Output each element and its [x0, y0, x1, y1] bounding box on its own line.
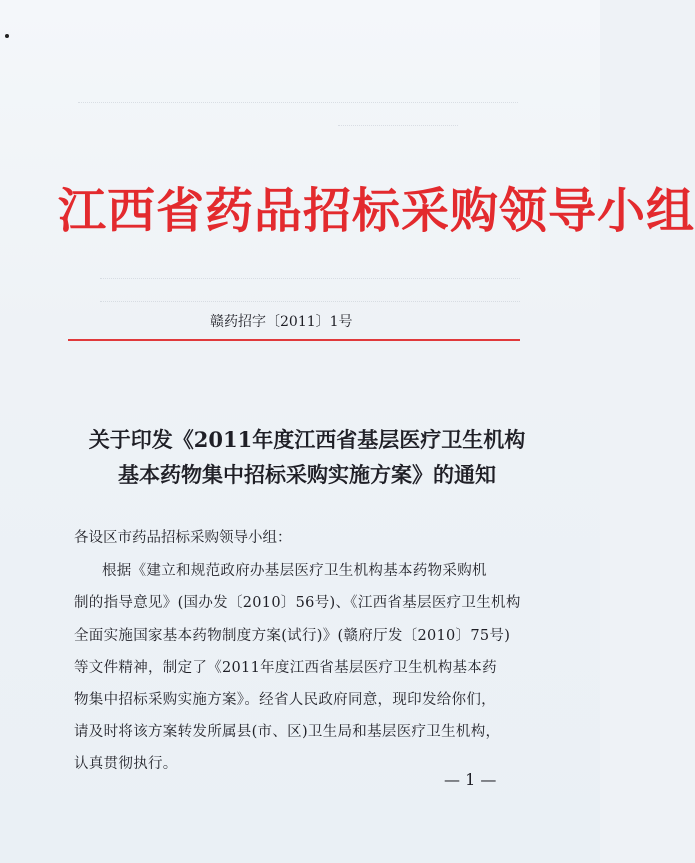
issuing-agency: 江西省药品招标采购领导小组: [58, 183, 695, 239]
body-line: 全面实施国家基本药物制度方案(试行)》(赣府厅发〔2010〕75号): [74, 628, 511, 644]
body-line: 认真贯彻执行。: [74, 756, 178, 772]
page-number: — 1 —: [444, 770, 497, 789]
body-line: 物集中招标采购实施方案》。经省人民政府同意，现印发给你们，: [74, 692, 496, 708]
bleed-through: [78, 96, 518, 136]
notice-title-line-1: 关于印发《2011年度江西省基层医疗卫生机构: [88, 427, 526, 452]
body-line: 制的指导意见》(国办发〔2010〕56号)、《江西省基层医疗卫生机构: [74, 595, 521, 611]
body-line: 请及时将该方案转发所属县(市、区)卫生局和基层医疗卫生机构，: [74, 724, 501, 740]
red-divider: [68, 339, 520, 341]
body-line: 等文件精神，制定了《2011年度江西省基层医疗卫生机构基本药: [74, 660, 497, 676]
body-line: 根据《建立和规范政府办基层医疗卫生机构基本药物采购机: [102, 563, 487, 579]
notice-title-line-2: 基本药物集中招标采购实施方案》的通知: [118, 462, 496, 487]
salutation: 各设区市药品招标采购领导小组：: [74, 530, 292, 546]
scan-speck: [5, 34, 9, 38]
document-number: 赣药招字〔2011〕1号: [210, 314, 353, 330]
